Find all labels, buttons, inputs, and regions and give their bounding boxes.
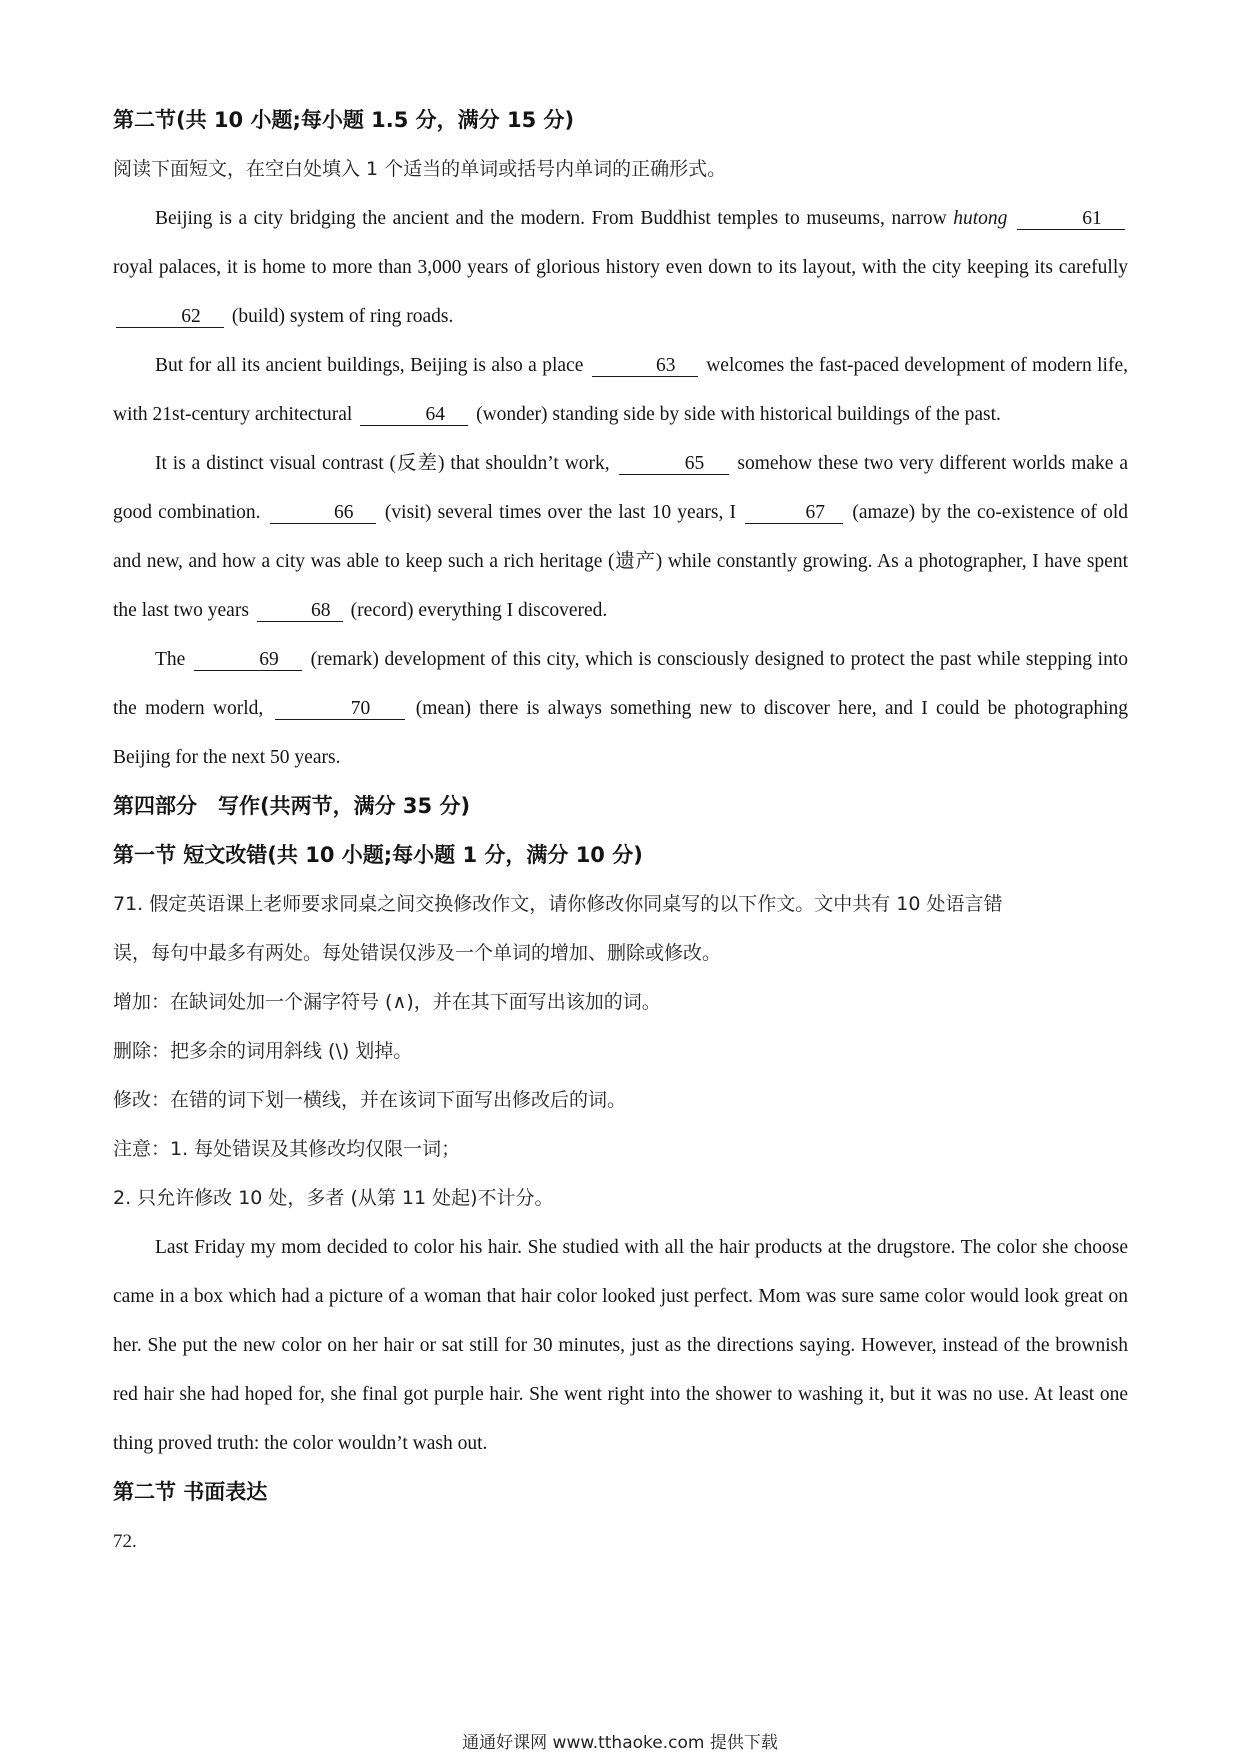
blank-64[interactable]: 64 [360,405,468,426]
italic-word: hutong [953,208,1008,229]
q71-instruction-line1: 71. 假定英语课上老师要求同桌之间交换修改作文，请你修改你同桌写的以下作文。文中共有 10 处语言错 [113,893,1003,915]
delete-rule: 删除：把多余的词用斜线 (\) 划掉。 [113,1040,413,1062]
blank-65[interactable]: 65 [619,454,729,475]
essay-paragraph: Last Friday my mom decided to color his hair. She studied with all the hair products at the drugstore. The color she choose came in a box which had a picture of a woman that hair color looked just perfect. Mom was sure same color would look great on her. She put the new color on her hair or sat still for 30 minutes, just as the directions saying. However, instead of the brownish red hair she had hoped for, she final got purple hair. She went right into the shower to washing it, but it was no use. At least one thing proved truth: the color wouldn’t wash out. [113,1237,1128,1454]
blank-61[interactable]: 61 [1017,209,1125,230]
blank-63[interactable]: 63 [592,356,698,377]
blank-62[interactable]: 62 [116,307,224,328]
section-title: 第二节(共 10 小题;每小题 1.5 分，满分 15 分) [113,108,575,132]
blank-69[interactable]: 69 [194,650,302,671]
error-correction-title: 第一节 短文改错(共 10 小题;每小题 1 分，满分 10 分) [113,843,643,867]
blank-70[interactable]: 70 [275,699,405,720]
question-72: 72. [113,1531,137,1552]
paragraph-4: The 69 (remark) development of this city, which is consciously designed to protect the past while stepping into the modern world, 70 (mean) there is always something new to discover here, and I could be photographing Beijing for the next 50 years. [113,649,1129,768]
paragraph-2: But for all its ancient buildings, Beijing is also a place 63 welcomes the fast-paced development of modern life, with 21st-century architectural 64 (wonder) standing side by side with historical buildings of the past. [113,355,1129,425]
modify-rule: 修改：在错的词下划一横线，并在该词下面写出修改后的词。 [113,1089,627,1111]
blank-66[interactable]: 66 [270,503,376,524]
note-2: 2. 只允许修改 10 处，多者 (从第 11 处起)不计分。 [113,1187,554,1209]
note-1: 注意：1. 每处错误及其修改均仅限一词； [113,1138,461,1160]
paragraph-3: It is a distinct visual contrast (反差) that shouldn’t work, 65 somehow these two very different worlds make a good combination. 66 (visit) several times over the last 10 years, I 67 (amaze) by the co-existence of old and new, and how a city was able to keep such a rich heritage (遗产) while constantly growing. As a photographer, I have spent the last two years 68 (record) everything I discovered. [113,453,1128,621]
blank-67[interactable]: 67 [745,503,843,524]
writing-section-title: 第二节 书面表达 [113,1480,268,1504]
q71-instruction-line2: 误，每句中最多有两处。每处错误仅涉及一个单词的增加、删除或修改。 [113,942,722,964]
essay-passage [113,1223,1128,1468]
instruction: 阅读下面短文，在空白处填入 1 个适当的单词或括号内单词的正确形式。 [113,158,727,180]
blank-68[interactable]: 68 [257,601,343,622]
add-rule: 增加：在缺词处加一个漏字符号 (∧)，并在其下面写出该加的词。 [113,991,661,1013]
cloze-passage [113,194,1128,782]
paragraph-1: Beijing is a city bridging the ancient and the modern. From Buddhist temples to museums, narrow hutong 61 royal palaces, it is home to more than 3,000 years of glorious history even down to its layout, with the city keeping its carefully 62 (build) system of ring roads. [113,208,1128,327]
part4-title: 第四部分 写作(共两节，满分 35 分) [113,794,471,818]
page-footer: 通通好课网 www.tthaoke.com 提供下载 [462,1733,778,1753]
